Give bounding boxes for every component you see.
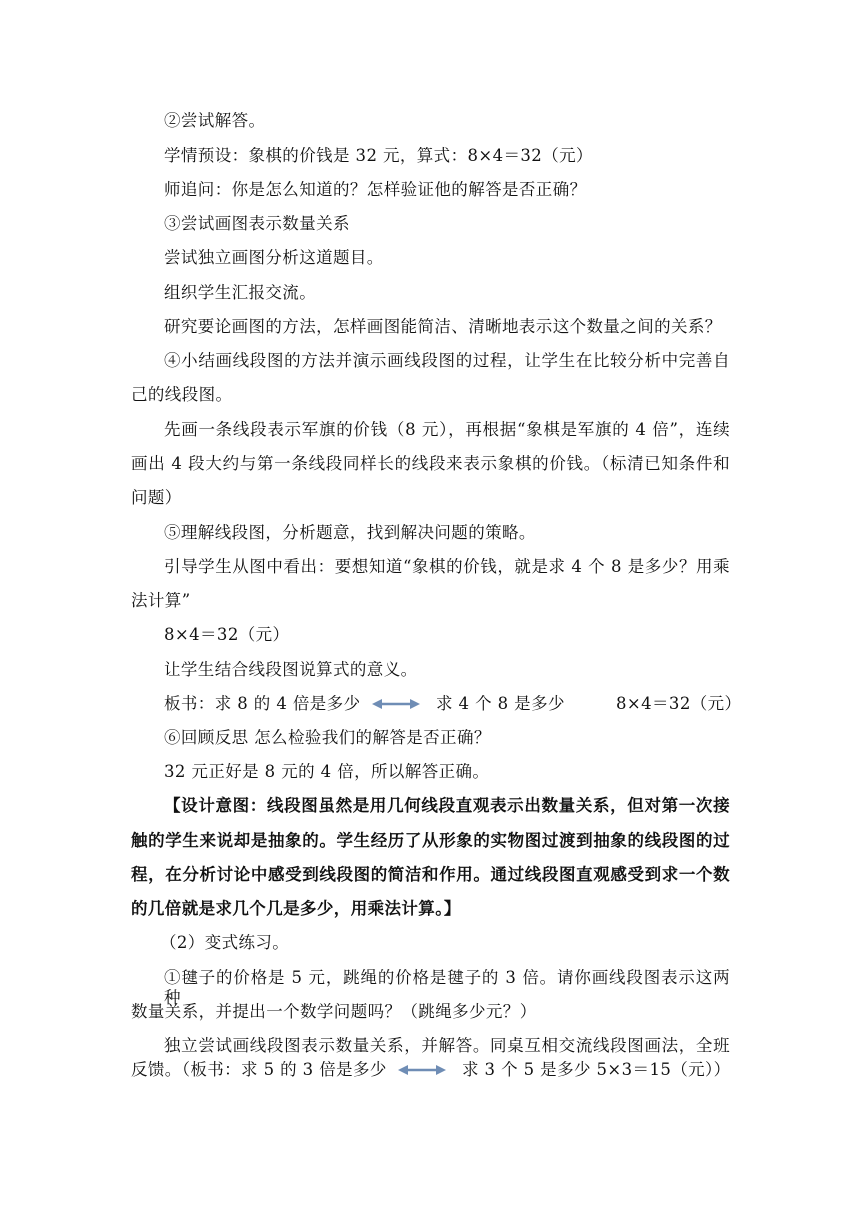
paragraph-line: 独立尝试画线段图表示数量关系，并解答。同桌互相交流线段图画法，全班 [164,1036,730,1055]
board-text-left: 反馈。（板书：求 5 的 3 倍是多少 [131,1060,387,1079]
paragraph-line: 8×4＝32（元） [164,625,290,644]
paragraph-line: ⑤理解线段图，分析题意，找到解决问题的策略。 [164,523,536,542]
paragraph-line: ④小结画线段图的方法并演示画线段图的过程，让学生在比较分析中完善自 [164,351,730,370]
paragraph-line: 组织学生汇报交流。 [164,283,317,302]
paragraph-line: 研究要论画图的方法，怎样画图能简洁、清晰地表示这个数量之间的关系？ [164,317,722,336]
design-intent-line: 触的学生来说却是抽象的。学生经历了从形象的实物图过渡到抽象的线段图的过 [131,831,730,850]
double-arrow-icon [398,1063,446,1077]
paragraph-line: 数量关系，并提出一个数学问题吗？（跳绳多少元？） [131,1002,537,1021]
paragraph-line: 学情预设：象棋的价钱是 32 元，算式：8×4＝32（元） [164,146,593,165]
paragraph-line: 引导学生从图中看出：要想知道“象棋的价钱，就是求 4 个 8 是多少？用乘 [164,557,730,576]
design-intent-line: 【设计意图：线段图虽然是用几何线段直观表示出数量关系，但对第一次接 [164,796,730,815]
section-heading: （2）变式练习。 [160,933,290,952]
paragraph-line: 己的线段图。 [131,385,233,404]
paragraph-line: ③尝试画图表示数量关系 [164,214,350,233]
paragraph-line: 先画一条线段表示军旗的价钱（8 元），再根据“象棋是军旗的 4 倍”，连续 [164,420,730,439]
board-text-middle: 求 4 个 8 是多少 [436,694,565,713]
design-intent-line: 程，在分析讨论中感受到线段图的简洁和作用。通过线段图直观感受到求一个数 [131,865,730,884]
paragraph-line: ⑥回顾反思 怎么检验我们的解答是否正确？ [164,728,491,747]
double-arrow-icon [372,697,420,711]
board-equation: 8×4＝32（元） [616,694,742,713]
paragraph-line: 法计算” [131,591,191,610]
paragraph-line: 32 元正好是 8 元的 4 倍，所以解答正确。 [164,762,490,781]
paragraph-line: ②尝试解答。 [164,111,266,130]
paragraph-line: 问题） [131,488,182,507]
paragraph-line: 师追问：你是怎么知道的？怎样验证他的解答是否正确？ [164,180,587,199]
paragraph-line: 画出 4 段大约与第一条线段同样长的线段来表示象棋的价钱。（标清已知条件和 [131,454,730,473]
board-text-left: 板书：求 8 的 4 倍是多少 [164,694,361,713]
paragraph-line: 让学生结合线段图说算式的意义。 [164,660,418,679]
board-text-right: 求 3 个 5 是多少 5×3＝15（元）） [462,1060,731,1079]
paragraph-line: 尝试独立画图分析这道题目。 [164,248,384,267]
design-intent-line: 的几倍就是求几个几是多少，用乘法计算。】 [131,899,461,918]
paragraph-line: ①毽子的价格是 5 元，跳绳的价格是毽子的 3 倍。请你画线段图表示这两种 [164,968,730,1007]
